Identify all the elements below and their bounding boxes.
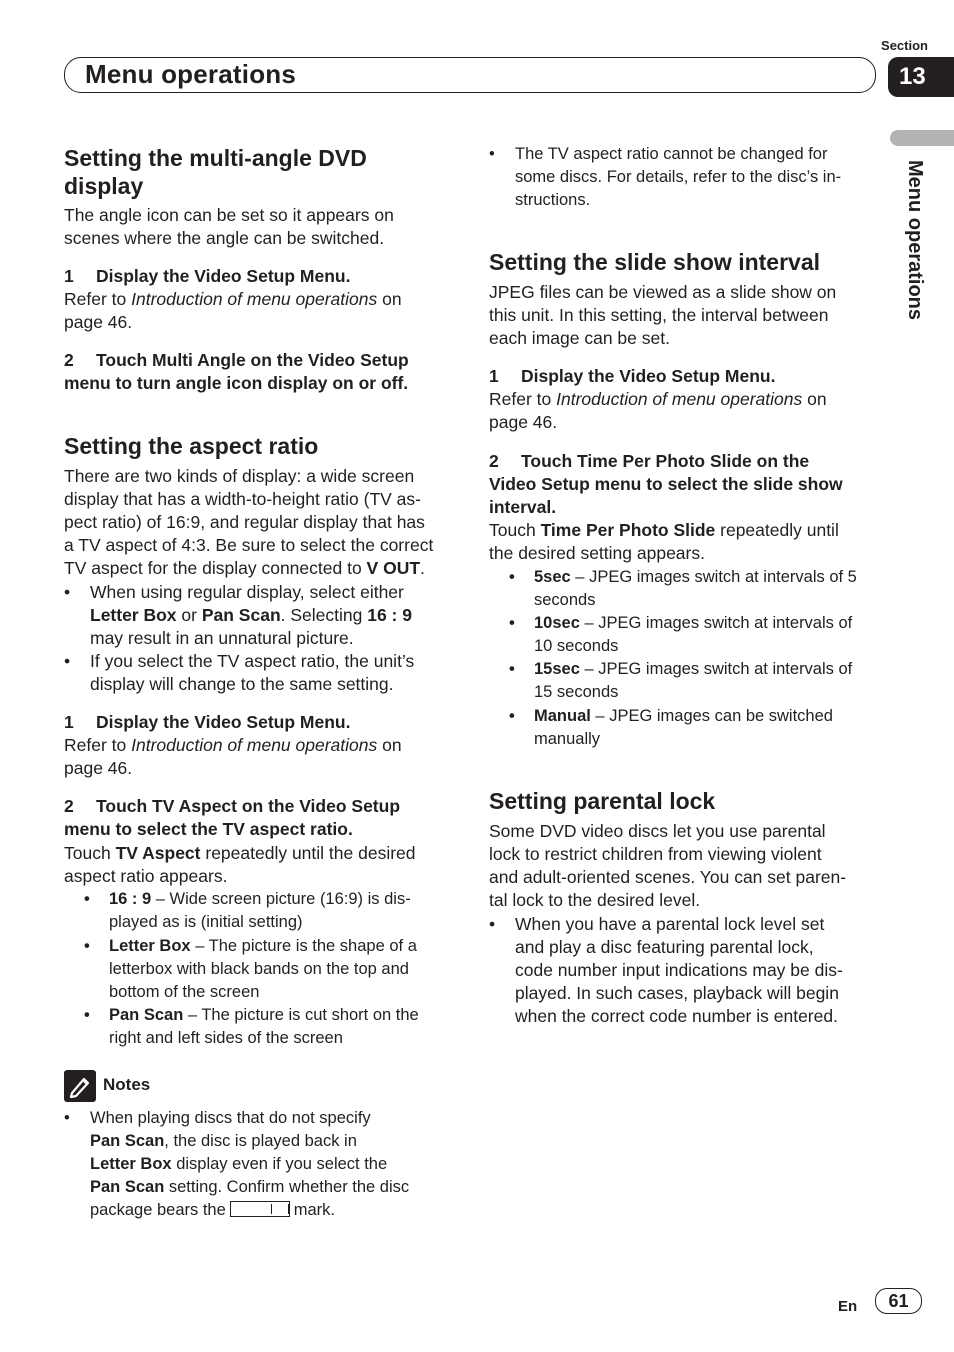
aspect-step-2: 2 Touch TV Aspect on the Video Setup menu to select the TV aspect ratio. (64, 796, 401, 839)
heading-slide-show: Setting the slide show interval (489, 249, 821, 275)
slide-option-10sec: • 10sec – JPEG images switch at intervals of 10 seconds (509, 614, 853, 655)
page-title: Menu operations (85, 59, 297, 89)
ref-link-text: Introduction of menu operations (556, 389, 803, 409)
aspect-option-pan-scan: • Pan Scan – The picture is cut short on the right and left sides of the screen (84, 1006, 419, 1047)
slide-option-5sec: • 5sec – JPEG images switch at intervals of 5 seconds (509, 568, 857, 609)
slide-step-2: 2 Touch Time Per Photo Slide on the Video Setup menu to select the slide show interval. (489, 451, 843, 517)
heading-multi-angle: Setting the multi-angle DVD display (64, 145, 367, 199)
multi-angle-intro: The angle icon can be set so it appears on scenes where the angle can be switched. (64, 205, 394, 248)
bullet-dot: • (509, 660, 515, 678)
side-tab-marker (890, 130, 954, 146)
heading-parental-lock: Setting parental lock (489, 788, 716, 814)
aspect-option-letter-box: • Letter Box – The picture is the shape of a letterbox with black bands on the top and bottom of the screen (84, 937, 417, 1001)
heading-aspect-ratio: Setting the aspect ratio (64, 433, 319, 459)
slide-step-1: 1 Display the Video Setup Menu. (489, 366, 776, 386)
bullet-dot: • (64, 582, 71, 602)
notes-bullet: • When playing discs that do not specify Pan Scan, the disc is played back in Letter Box display even if you select the Pan Scan setting. Confirm whether the disc package bears the mark. (64, 1109, 410, 1219)
bullet-dot: • (489, 145, 495, 163)
notes-pencil-icon (64, 1070, 96, 1102)
bullet-dot: • (84, 1006, 90, 1024)
aspect-bullet-2: • If you select the TV aspect ratio, the unit’s display will change to the same setting. (64, 651, 415, 694)
section-label: Section (881, 38, 928, 53)
aspect-intro: There are two kinds of display: a wide screen display that has a width-to-height ratio (TV as- pect ratio) of 16:9, and regular display that has a TV aspect of 4:3. Be sure to select the correct TV aspect for the display connected to V OUT. (64, 466, 434, 578)
bullet-dot: • (64, 651, 71, 671)
bullet-dot: • (84, 937, 90, 955)
aspect-step-1-ref: Refer to Introduction of menu operations on page 46. (64, 735, 402, 778)
bullet-dot: • (84, 890, 90, 908)
slide-intro: JPEG files can be viewed as a slide show on this unit. In this setting, the interval between each image can be set. (489, 282, 837, 348)
bullet-dot: • (509, 707, 515, 725)
aspect-touch-instruction: Touch TV Aspect repeatedly until the desired aspect ratio appears. (64, 843, 416, 886)
multi-angle-step-2: 2 Touch Multi Angle on the Video Setup menu to turn angle icon display on or off. (64, 350, 409, 393)
bullet-dot: • (509, 614, 515, 632)
bullet-dot: • (64, 1109, 70, 1127)
language-code: En (838, 1298, 858, 1315)
letterbox-mark-icon (230, 1201, 290, 1217)
tv-aspect-note-bullet: • The TV aspect ratio cannot be changed for some discs. For details, refer to the disc’s in- structions. (489, 145, 842, 209)
multi-angle-step-1-ref: Refer to Introduction of menu operations on page 46. (64, 289, 402, 332)
multi-angle-step-1: 1 Display the Video Setup Menu. (64, 266, 351, 286)
section-number-badge: 13 (888, 57, 954, 97)
aspect-step-1: 1 Display the Video Setup Menu. (64, 712, 351, 732)
bullet-dot: • (509, 568, 515, 586)
slide-option-15sec: • 15sec – JPEG images switch at intervals of 15 seconds (509, 660, 853, 701)
notes-label: Notes (103, 1075, 151, 1094)
slide-touch-instruction: Touch Time Per Photo Slide repeatedly until the desired setting appears. (489, 520, 839, 563)
aspect-option-16-9: • 16 : 9 – Wide screen picture (16:9) is dis- played as is (initial setting) (84, 890, 411, 931)
slide-option-manual: • Manual – JPEG images can be switched manually (509, 707, 833, 748)
title-bar (64, 57, 876, 93)
ref-link-text: Introduction of menu operations (131, 735, 378, 755)
bullet-dot: • (489, 914, 496, 934)
ref-link-text: Introduction of menu operations (131, 289, 378, 309)
aspect-bullet-1: • When using regular display, select either Letter Box or Pan Scan. Selecting 16 : 9 may result in an unnatural picture. (64, 582, 412, 648)
parental-bullet: • When you have a parental lock level set and play a disc featuring parental lock, code number input indications may be dis- played. In such cases, playback will begin when the correct code number is entered. (489, 914, 843, 1026)
slide-step-1-ref: Refer to Introduction of menu operations on page 46. (489, 389, 827, 432)
side-section-label: Menu operations (904, 160, 926, 321)
parental-intro: Some DVD video discs let you use parental lock to restrict children from viewing violent and adult-oriented scenes. You can set paren- tal lock to the desired level. (489, 821, 847, 910)
page-number: 61 (875, 1288, 922, 1314)
